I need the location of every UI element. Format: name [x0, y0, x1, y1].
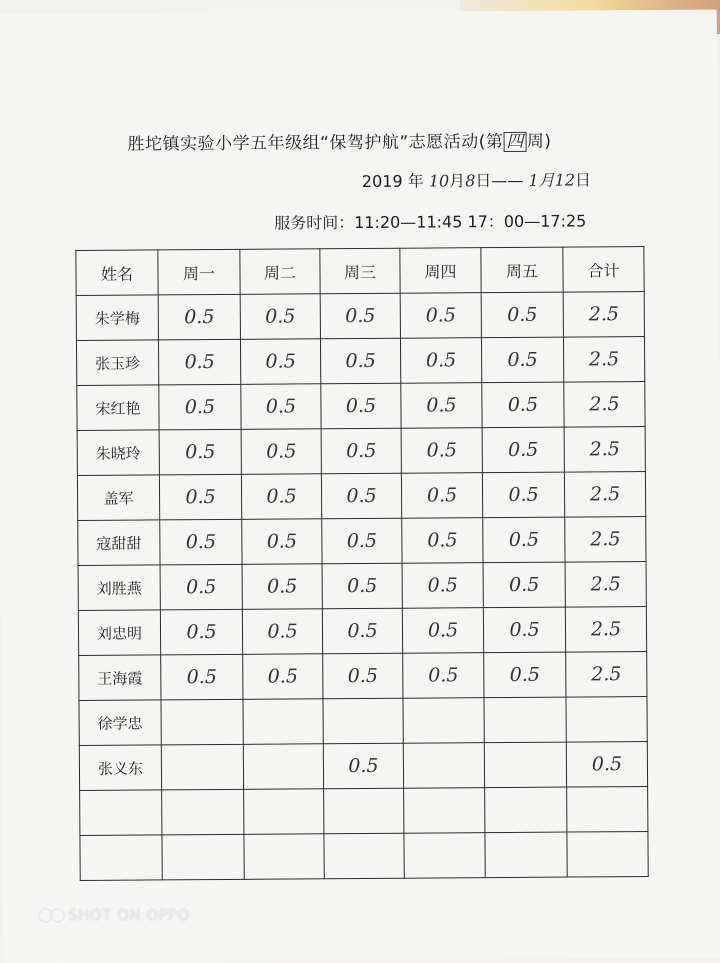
hours-cell: 0.5 — [321, 383, 401, 429]
table-row — [76, 337, 644, 386]
hours-cell: 0.5 — [401, 383, 482, 429]
week-number: 四 — [503, 132, 527, 152]
volunteer-name: 宋红艳 — [77, 385, 159, 431]
volunteer-name: 朱晓玲 — [77, 430, 159, 476]
volunteer-name: 王海霞 — [79, 655, 161, 701]
table-row — [77, 472, 645, 521]
date-end-month: 1 — [528, 170, 539, 190]
total-hours-cell — [567, 831, 648, 877]
hours-cell: 0.5 — [400, 338, 481, 384]
hours-cell: 0.5 — [321, 428, 401, 474]
hours-cell: 0.5 — [483, 517, 565, 563]
total-hours-cell: 2.5 — [564, 382, 645, 428]
hours-cell — [403, 698, 484, 744]
column-header: 周二 — [240, 249, 320, 295]
paper-sheet — [0, 9, 720, 962]
hours-cell: 0.5 — [482, 472, 564, 518]
hours-cell — [484, 697, 566, 743]
date-end-day-char: 日 — [574, 170, 592, 190]
hours-cell: 0.5 — [243, 654, 323, 700]
hours-cell: 0.5 — [401, 473, 482, 519]
hours-cell — [404, 833, 485, 879]
hours-cell: 0.5 — [320, 338, 400, 384]
table-row — [79, 697, 647, 746]
title-suffix: 周) — [526, 131, 552, 152]
date-start-month: 10 — [428, 171, 450, 191]
column-header: 周五 — [481, 247, 563, 293]
hours-cell: 0.5 — [323, 743, 403, 789]
hours-cell — [324, 788, 404, 834]
hours-cell: 0.5 — [484, 652, 566, 698]
hours-cell — [162, 789, 244, 835]
date-start-day: 8 — [465, 171, 476, 191]
hours-cell: 0.5 — [160, 564, 242, 610]
hours-cell: 0.5 — [481, 337, 563, 383]
hours-cell — [403, 743, 484, 789]
hours-cell: 0.5 — [240, 339, 320, 385]
column-header: 周三 — [320, 248, 400, 294]
title-text: 胜坨镇实验小学五年级组“保驾护航”志愿活动(第 — [127, 131, 504, 155]
column-header: 姓名 — [76, 250, 158, 296]
date-end-day: 12 — [554, 170, 576, 190]
hours-cell: 0.5 — [321, 473, 401, 519]
volunteer-name: 张玉珍 — [76, 340, 158, 386]
total-hours-cell: 2.5 — [563, 292, 644, 338]
total-hours-cell: 2.5 — [565, 562, 646, 608]
hours-cell — [323, 698, 403, 744]
hours-cell: 0.5 — [483, 607, 565, 653]
volunteer-name: 刘胜燕 — [78, 565, 160, 611]
total-hours-cell: 2.5 — [563, 337, 644, 383]
hours-cell: 0.5 — [160, 519, 242, 565]
hours-cell: 0.5 — [240, 294, 320, 340]
camera-logo-icon — [38, 908, 62, 923]
date-range — [362, 167, 591, 192]
total-hours-cell: 2.5 — [564, 472, 645, 518]
column-header: 周四 — [400, 248, 481, 294]
watermark-text: SHOT ON OPPO — [68, 906, 191, 924]
column-header: 合计 — [563, 247, 644, 293]
hours-cell: 0.5 — [482, 427, 564, 473]
volunteer-name — [80, 790, 162, 836]
camera-watermark — [38, 906, 190, 924]
total-hours-cell — [566, 697, 647, 743]
column-header: 周一 — [158, 249, 240, 295]
date-year: 2019 年 — [361, 171, 424, 191]
hours-cell: 0.5 — [158, 294, 240, 340]
volunteer-name: 刘忠明 — [78, 610, 160, 656]
document-title — [128, 126, 648, 155]
table-row — [78, 562, 646, 611]
hours-cell: 0.5 — [241, 384, 321, 430]
hours-cell: 0.5 — [159, 429, 241, 475]
date-end-month-char: 月 — [538, 170, 555, 190]
table-row — [79, 742, 647, 791]
volunteer-name: 朱学梅 — [76, 295, 158, 341]
hours-cell: 0.5 — [483, 562, 565, 608]
volunteer-name: 徐学忠 — [79, 700, 161, 746]
total-hours-cell: 2.5 — [564, 427, 645, 473]
date-month-char: 月 — [449, 171, 466, 191]
hours-cell — [243, 699, 323, 745]
hours-cell: 0.5 — [160, 609, 242, 655]
hours-cell: 0.5 — [241, 429, 321, 475]
hours-cell — [161, 699, 243, 745]
hours-cell: 0.5 — [159, 474, 241, 520]
hours-cell — [485, 832, 567, 878]
volunteer-name: 寇甜甜 — [78, 520, 160, 566]
hours-cell: 0.5 — [242, 609, 322, 655]
hours-cell: 0.5 — [481, 292, 563, 338]
hours-cell — [243, 744, 323, 790]
table-row — [77, 382, 645, 431]
hours-cell: 0.5 — [322, 563, 402, 609]
hours-cell: 0.5 — [401, 428, 482, 474]
table-row — [80, 786, 648, 835]
total-hours-cell: 2.5 — [566, 652, 647, 698]
hours-cell: 0.5 — [322, 518, 402, 564]
total-hours-cell — [567, 786, 648, 832]
hours-cell: 0.5 — [158, 339, 240, 385]
hours-cell: 0.5 — [241, 474, 321, 520]
total-hours-cell: 2.5 — [565, 607, 646, 653]
hours-cell: 0.5 — [402, 518, 483, 564]
hours-cell: 0.5 — [322, 608, 402, 654]
total-hours-cell: 2.5 — [565, 517, 646, 563]
hours-cell — [484, 742, 566, 788]
hours-cell — [161, 744, 243, 790]
table-row — [77, 427, 645, 476]
volunteer-name: 盖军 — [77, 475, 159, 521]
hours-cell — [244, 834, 324, 880]
volunteer-table — [75, 246, 648, 881]
table-row — [76, 292, 644, 341]
table-row — [78, 607, 646, 656]
hours-cell: 0.5 — [482, 382, 564, 428]
table-row — [78, 517, 646, 566]
hours-cell: 0.5 — [242, 519, 322, 565]
hours-cell — [485, 787, 567, 833]
total-hours-cell: 0.5 — [566, 742, 647, 788]
hours-cell: 0.5 — [402, 608, 483, 654]
hours-cell: 0.5 — [320, 293, 400, 339]
hours-cell — [324, 833, 404, 879]
hours-cell: 0.5 — [402, 563, 483, 609]
volunteer-name — [80, 835, 162, 881]
header-row — [76, 247, 644, 296]
volunteer-name: 张义东 — [79, 745, 161, 791]
table-row — [80, 831, 648, 880]
hours-cell: 0.5 — [159, 384, 241, 430]
hours-cell — [404, 788, 485, 834]
hours-cell: 0.5 — [323, 653, 403, 699]
date-day-char: 日—— — [475, 170, 524, 191]
hours-cell: 0.5 — [403, 653, 484, 699]
hours-cell: 0.5 — [242, 564, 322, 610]
service-time: 服务时间：11:20—11:45 17：00—17:25 — [274, 211, 587, 233]
hours-cell — [162, 834, 244, 880]
hours-cell — [244, 789, 324, 835]
hours-cell: 0.5 — [400, 293, 481, 339]
hours-cell: 0.5 — [161, 654, 243, 700]
table-row — [79, 652, 647, 701]
